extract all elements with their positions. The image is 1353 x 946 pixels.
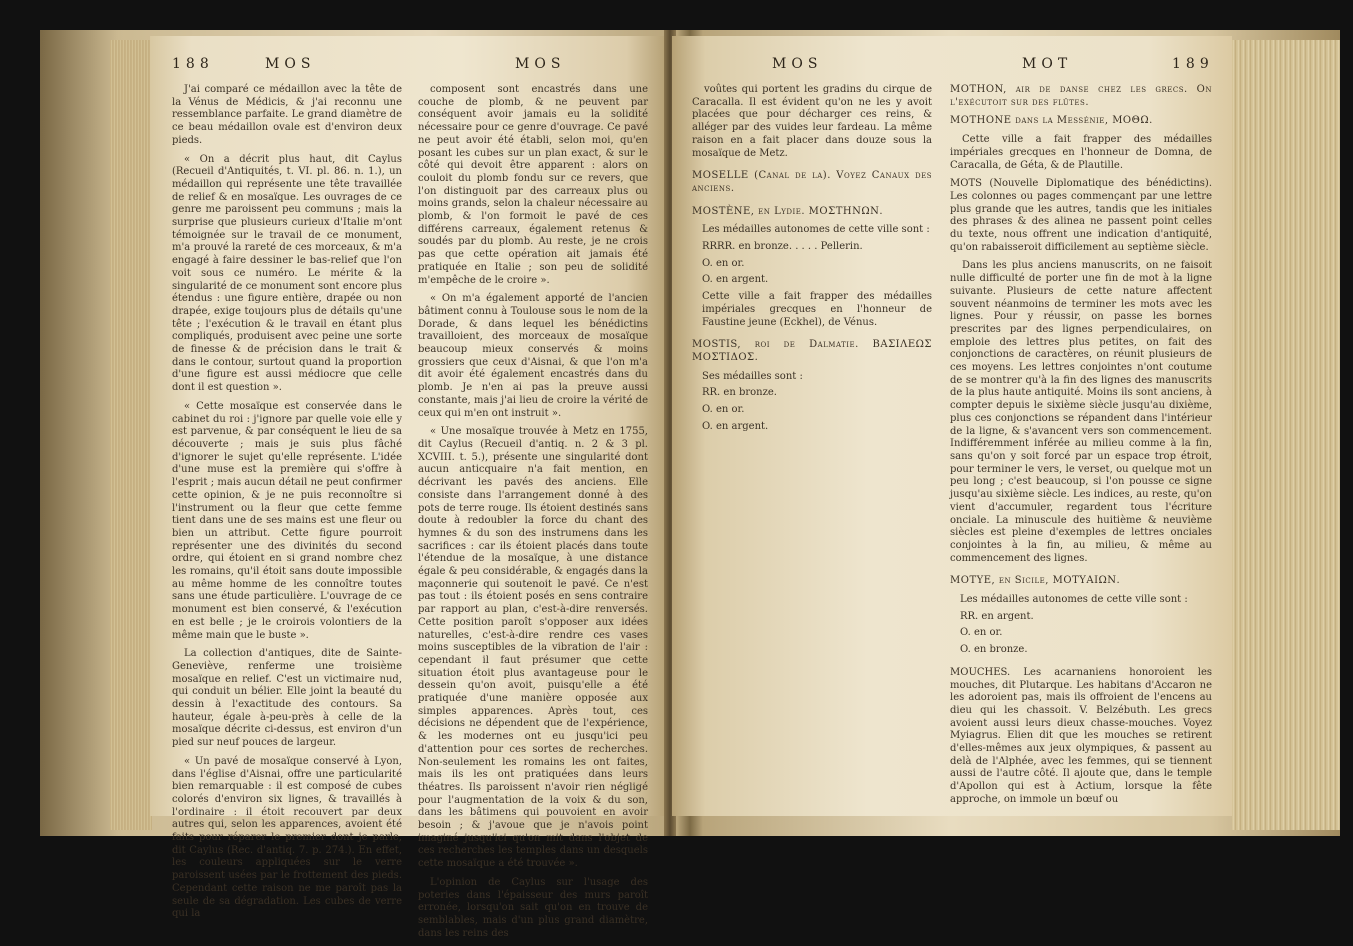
coin-list-item: O. en argent. [702, 274, 769, 286]
entry-text: Les médailles autonomes de cette ville sont : [960, 594, 1188, 606]
right-page-edges [1232, 40, 1340, 830]
coin-list-item: O. en or. [702, 404, 745, 416]
paragraph: J'ai comparé ce médaillon avec la tête de la Vénus de Médicis, & j'ai reconnu une ressemblance parfaite. Le grand diamètre de ce beau médaillon ovale est d'environ deux pieds. [172, 84, 402, 146]
coin-list-item: RR. en bronze. [702, 387, 777, 399]
entry-text: Les médailles autonomes de cette ville sont : [702, 224, 930, 236]
text-column-left [172, 84, 402, 927]
page-number: 189 [1172, 56, 1214, 72]
coin-list-item: RRRR. en bronze. . . . . Pellerin. [702, 241, 863, 253]
paragraph: composent sont encastrés dans une couche de plomb, & ne peuvent par conséquent avoir jamais eu la solidité nécessaire pour ce genre d'ouvrage. Ce pavé ne peut avoir été établi, selon moi, qu'en posant les cubes sur un plan exact, & sur le côté qui devoit être apparent : alors on couloit du plomb fondu sur ce revers, que l'on distinguoit par des carreaux plus ou moins grands, selon la chaleur nécessaire au plomb, & l'on formoit le pavé de ces différens carreaux, également retenus & soudés par du plomb. Au reste, je ne crois pas que cette opération ait jamais été pratiquée en Italie ; son peu de solidité m'empêche de le croire ». [418, 84, 648, 286]
paragraph: Dans les plus anciens manuscrits, on ne faisoit nulle difficulté de porter une fin de mot à la ligne suivante. Plusieurs de cette nature affectent souvent néanmoins de terminer les mots avec les lignes. Pour y réussir, on passe les bornes prescrites par des lignes perpendiculaires, on emploie des lettres plus petites, on fait des conjonctions de caractères, on réunit plusieurs de ces moyens. Les lettres conjointes n'ont coutume de se montrer qu'à la fin des lignes des manuscrits de la plus haute antiquité. Moins ils sont anciens, à compter depuis le sixième siècle jusqu'au dixième, plus ces conjonctions se répandent dans l'intérieur de la ligne, & s'avancent vers son commencement. Indifféremment inférée au milieu comme à la fin, sans qu'on y soit forcé par un espace trop étroit, pour terminer le vers, le verset, ou quelque mot un peu long ; c'est beaucoup, si l'on pousse ce signe jusqu'au sixième siècle. Les indices, au reste, qu'on vient d'accumuler, regardent tous l'écriture onciale. La minuscule des huitième & neuvième siècles est pleine d'exemples de lettres onciales conjointes à la fin, au milieu, & même au commencement des lignes. [950, 260, 1212, 564]
entry-heading: MOTHON, air de danse chez les grecs. On l'exécutoit sur des flûtes. [950, 84, 1212, 108]
coin-list-item: O. en or. [702, 257, 745, 269]
running-head: MOS [515, 56, 566, 72]
entry-heading: MOSTÈNE, en Lydie. ΜΟΣΤΗΝΩΝ. [692, 205, 884, 217]
entry-text: Ses médailles sont : [702, 370, 803, 382]
left-page-edges [110, 40, 152, 830]
running-head: MOS [265, 56, 316, 72]
left-page [150, 36, 668, 939]
paragraph: « On m'a également apporté de l'ancien bâtiment connu à Toulouse sous le nom de la Dorade, & dans lequel les bénédictins travailloient, des morceaux de mosaïque beaucoup mieux conservés & moins grossiers que ceux d'Aisnai, & que l'on m'a dit avoir été également encastrés dans du plomb. Je n'en ai pas la preuve aussi constante, mais j'ai lieu de croire la vérité de ceux qui m'en ont instruit ». [418, 293, 648, 419]
paragraph: Cette ville a fait frapper des médailles impériales grecques en l'honneur de Domna, de Caracalla, de Géta, & de Plautille. [950, 134, 1212, 171]
text-column-right [950, 84, 1212, 813]
right-page [672, 36, 1232, 816]
coin-list-item: RR. en argent. [960, 610, 1034, 622]
entry-heading: MOTYE, en Sicile, ΜΟΤΥΑΙΩΝ. [950, 575, 1121, 587]
running-head: MOT [1022, 56, 1073, 72]
page-number: 188 [172, 56, 214, 72]
paragraph: « On a décrit plus haut, dit Caylus (Recueil d'Antiquités, t. VI. pl. 86. n. 1.), un médaillon qui représente une tête travaillée de relief & en mosaïque. Les ouvrages de ce genre me paroissent peu communs ; mais la surprise que plusieurs curieux d'Italie m'ont témoignée sur le travail de ce monument, m'a prouvé la rareté de ces morceaux, & m'a engagé à faire dessiner le bas-relief que l'on voit sous ce numéro. Le mérite & la singularité de ce monument sont encore plus étendus : une figure entière, drapée ou non drapée, exige toujours plus de détails qu'une tête ; l'exécution & le travail en étant plus compliqués, produisent avec peine une sorte de finesse & de précision dans le trait & dans le contour, surtout quand la proportion d'une figure est aussi médiocre que celle dont il est question ». [172, 153, 402, 394]
paragraph: MOTS (Nouvelle Diplomatique des bénédictins). Les colonnes ou pages commençant par une lettre plus grande que les autres, tandis que les initiales des phrases & des alinea ne passent point celles du texte, nous offrent une indication d'antiquité, qu'on rabaisseroit difficilement au septième siècle. [950, 178, 1212, 253]
entry-heading: MOTHONE dans la Messénie, ΜΟΘΩ. [950, 115, 1153, 127]
paragraph: « Cette mosaïque est conservée dans le cabinet du roi : j'ignore par quelle voie elle y est parvenue, & par conséquent le lieu de sa découverte ; mais je suis plus fâché d'ignorer le sujet qu'elle représente. L'idée d'une muse est la première qui s'offre à l'esprit ; mais aucun détail ne peut confirmer cette opinion, & je ne puis reconnoître si l'instrument ou la fleur que cette femme tient dans une de ses mains est une fleur ou bien un attribut. Cette figure pourroit représenter une des divinités du second ordre, qui étoient en si grand nombre chez les romains, qu'il étoit sans doute impossible au même homme de les connoître toutes sans une étude particulière. L'ouvrage de ce monument est bien conservé, & l'exécution en est belle ; je le croirois volontiers de la même main que le buste ». [172, 400, 402, 641]
coin-list-item: O. en argent. [702, 420, 769, 432]
entry-heading: MOSELLE (Canal de la). Voyez Canaux des anciens. [692, 170, 932, 194]
paragraph: L'opinion de Caylus sur l'usage des poteries dans l'épaisseur des murs paroît erronée, lorsqu'on sait qu'on en trouve de semblables, mais d'un plus grand diamètre, dans les reins des [418, 876, 648, 939]
paragraph: voûtes qui portent les gradins du cirque de Caracalla. Il est évident qu'on ne les y avoit placées que pour décharger ces reins, & alléger par des vuides leur fardeau. La même raison en a fait placer dans douze sous la mosaïque de Metz. [692, 84, 932, 159]
entry-text: Cette ville a fait frapper des médailles impériales grecques en l'honneur de Faustine jeune (Eckhel), de Vénus. [702, 291, 932, 328]
text-column-left [692, 84, 932, 437]
paragraph: La collection d'antiques, dite de Sainte-Geneviève, renferme une troisième mosaïque en relief. C'est un victimaire nud, qui conduit un bélier. Elle joint la beauté du dessin à l'exactitude des contours. Sa hauteur, égale à-peu-près à celle de la mosaïque décrite ci-dessus, est environ d'un pied sur neuf pouces de largeur. [172, 648, 402, 749]
coin-list-item: O. en bronze. [960, 644, 1028, 656]
paragraph: MOUCHES. Les acarnaniens honoroient les mouches, dit Plutarque. Les habitans d'Accaron ne les adoroient pas, mais ils offroient de l'encens au dieu qui les chassoit. V. Belzébuth. Les grecs avoient aussi leurs dieux chasse-mouches. Voyez Myiagrus. Elien dit que les mouches se retirent d'elles-mêmes aux jeux olympiques, & passent au delà de l'Alphée, avec les femmes, qui se tiennent aussi de l'autre côté. Il ajoute que, dans le temple d'Apollon qui est à Actium, lorsque la fête approche, on immole un bœuf ou [950, 666, 1212, 805]
text-column-right [418, 84, 648, 946]
paragraph: « Une mosaïque trouvée à Metz en 1755, dit Caylus (Recueil d'antiq. n. 2 & 3 pl. XCVIII. t. 5.), présente une singularité dont aucun anticquaire n'a fait mention, en décrivant les pavés des anciens. Elle consiste dans l'arrangement donné à des pots de terre rouge. Ils étoient destinés sans doute à redoubler la force du chant des hymnes & du son des instrumens dans les sacrifices : car ils étoient placés dans toute l'étendue de la mosaïque, à une distance égale & peu considérable, & engagés dans la maçonnerie qui soutenoit le pavé. Ce n'est pas tout : ils étoient posés en sens contraire par rapport au plan, c'est-à-dire renversés. Cette position paroît s'opposer aux idées naturelles, c'est-à-dire rendre ces vases moins susceptibles de la vibration de l'air : cependant il faut présumer que cette situation étoit plus avantageuse pour le dessein qu'on avoit, puisqu'elle a été pratiquée d'une manière opposée aux simples apparences. Après tout, ces décisions ne dépendent que de l'expérience, & les modernes ont eu jusqu'ici peu d'attention pour ces sortes de recherches. Non-seulement les romains les ont faites, mais ils les ont pratiquées dans leurs théatres. Ils paroissent n'avoir rien négligé pour l'augmentation de la voix & du son, dans les bâtimens qui pouvoient en avoir besoin ; & j'avoue que je n'avois point imaginé jusqu'ici qu'on mit dans l'objet de ces recherches les temples dans un desquels cette mosaïque a été trouvée ». [418, 426, 648, 870]
entry-heading: MOSTIS, roi de Dalmatie. ΒΑΣΙΛΕΩΣ ΜΟΣΤΙΔΟΣ. [692, 339, 932, 363]
running-head: MOS [772, 56, 823, 72]
paragraph: « Un pavé de mosaïque conservé à Lyon, dans l'église d'Aisnai, offre une particularité bien remarquable : il est composé de cubes colorés d'environ six lignes, & travaillés à l'ordinaire : il étoit recouvert par deux autres qui, selon les apparences, avoient été faits pour réparer le premier dont je parle, dit Caylus (Rec. d'antiq. 7. p. 274.). En effet, les couleurs appliquées sur le verre paroissent usées par le frottement des pieds. Cependant cette raison ne me paroît pas la seule de sa dégradation. Les cubes de verre qui la [172, 755, 402, 920]
coin-list-item: O. en or. [960, 627, 1003, 639]
